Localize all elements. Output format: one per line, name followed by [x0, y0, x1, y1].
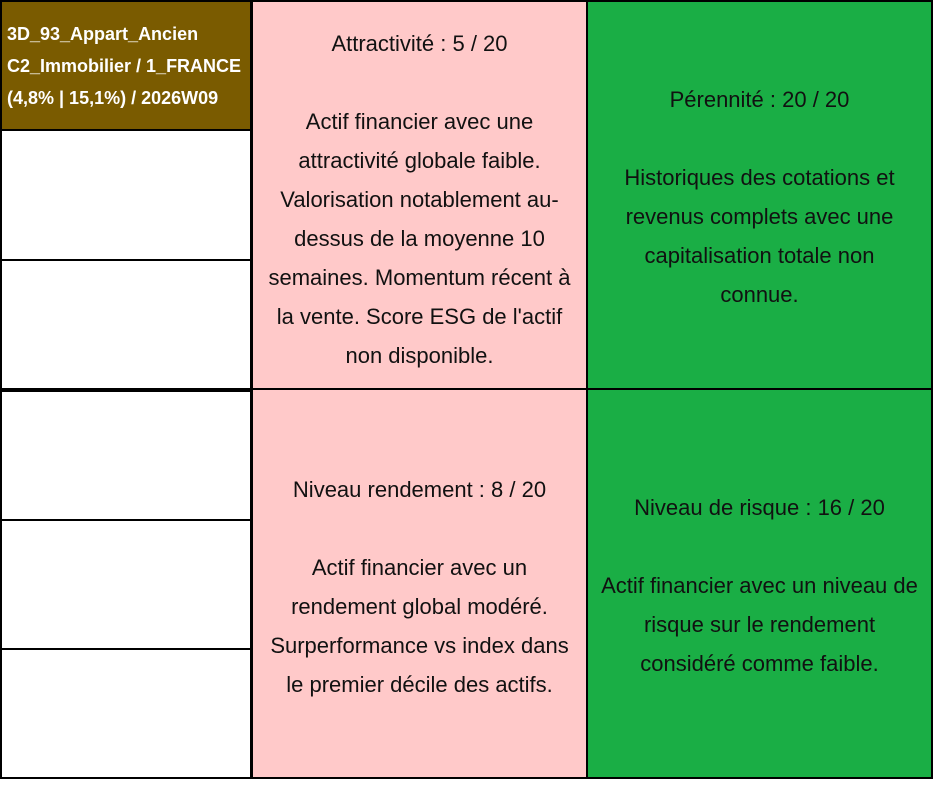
perennite-text-line: connue.	[720, 282, 799, 307]
risque-text-line: risque sur le rendement	[643, 612, 876, 637]
asset-header-cell	[0, 0, 252, 131]
attractivite-text-line: la vente. Score ESG de l'actif	[276, 304, 563, 329]
empty-cell-2	[0, 259, 252, 390]
perennite-score: Pérennité : 20 / 20	[669, 87, 850, 112]
empty-cell-5	[0, 648, 252, 779]
risque-cell	[586, 388, 933, 779]
asset-name: 3D_93_Appart_Ancien	[7, 24, 199, 44]
empty-cell-4	[0, 519, 252, 650]
perennite-text-line: revenus complets avec une	[625, 204, 894, 229]
asset-category: C2_Immobilier / 1_FRANCE	[7, 56, 242, 76]
empty-cell-1	[0, 129, 252, 261]
attractivite-text-line: attractivité globale faible.	[298, 148, 541, 173]
rendement-cell	[251, 388, 588, 779]
attractivite-score: Attractivité : 5 / 20	[331, 31, 508, 56]
rendement-text-line: Surperformance vs index dans	[270, 633, 569, 658]
empty-cell-3	[0, 390, 252, 521]
asset-metrics: (4,8% | 15,1%) / 2026W09	[7, 88, 219, 108]
perennite-text-line: Historiques des cotations et	[624, 165, 895, 190]
attractivite-cell	[251, 0, 588, 390]
rendement-score: Niveau rendement : 8 / 20	[292, 477, 547, 502]
rendement-text-line: Actif financier avec un	[311, 555, 528, 580]
attractivite-text-line: semaines. Momentum récent à	[268, 265, 571, 290]
rendement-text-line: le premier décile des actifs.	[286, 672, 553, 697]
rendement-text-line: rendement global modéré.	[291, 594, 548, 619]
risque-score: Niveau de risque : 16 / 20	[634, 495, 885, 520]
risque-text-line: Actif financier avec un niveau de	[601, 573, 918, 598]
attractivite-text-line: dessus de la moyenne 10	[294, 226, 545, 251]
attractivite-text-line: non disponible.	[345, 343, 494, 368]
perennite-cell	[586, 0, 933, 390]
attractivite-text-line: Actif financier avec une	[305, 109, 534, 134]
attractivite-text-line: Valorisation notablement au-	[280, 187, 559, 212]
perennite-text-line: capitalisation totale non	[644, 243, 875, 268]
risque-text-line: considéré comme faible.	[640, 651, 879, 676]
